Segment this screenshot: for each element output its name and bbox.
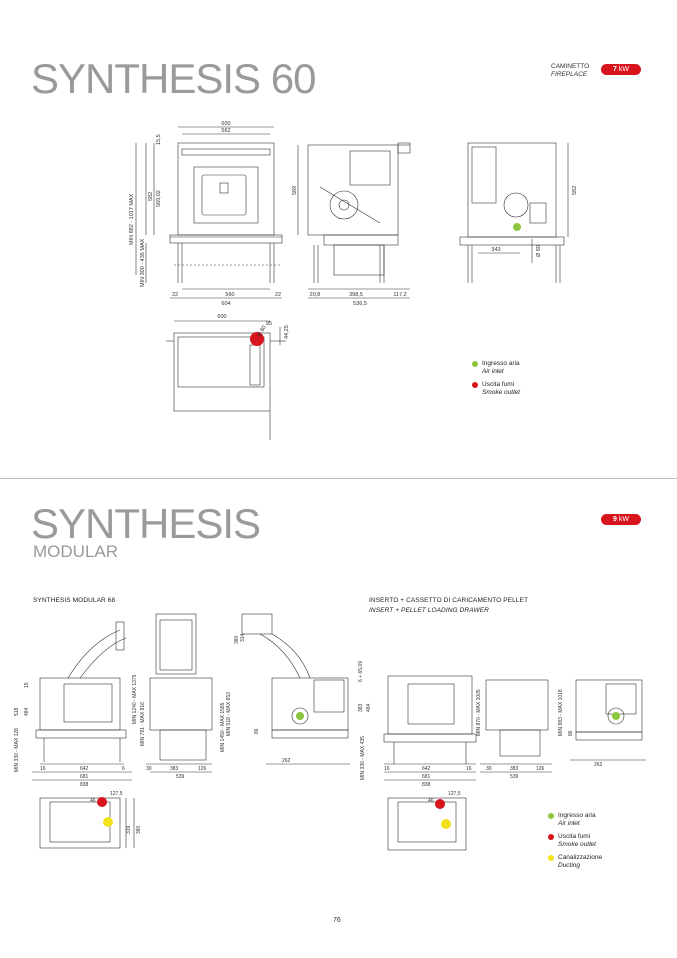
svg-text:16: 16 [466,766,472,772]
svg-text:15: 15 [24,682,30,688]
svg-text:383: 383 [170,766,179,772]
insert-air-inlet-marker [612,712,620,720]
svg-text:539: 539 [510,774,519,780]
side-view-drawing [298,143,410,298]
svg-text:539: 539 [176,774,185,780]
svg-text:MIN 870 - MAX 1005: MIN 870 - MAX 1005 [476,689,482,736]
svg-text:380: 380 [136,825,142,834]
dim-front-560: 560 [225,292,235,298]
svg-text:MIN 781 - MAX 916: MIN 781 - MAX 916 [140,702,146,746]
svg-text:86: 86 [568,730,574,736]
svg-text:30: 30 [486,766,492,772]
svg-text:380: 380 [234,635,240,644]
page-number: 76 [333,917,341,924]
legend-item-smoke-outlet-b: Uscita fumi Smoke outlet [548,833,602,848]
svg-text:6: 6 [122,766,125,772]
dim-front-leg: MIN 300 - 435 MAX [140,238,146,287]
svg-text:MIN 883 - MAX 1018: MIN 883 - MAX 1018 [558,689,564,736]
dim-back-343: 343 [491,247,501,253]
ducting-dot [548,855,554,861]
air-inlet-marker [513,223,521,231]
dim-side-117: 117,2 [393,292,407,298]
svg-text:MIN 518 - MAX 653: MIN 518 - MAX 653 [226,692,232,736]
dim-front-565: 565,02 [156,190,162,207]
svg-text:314: 314 [240,633,246,642]
legend-item-air-inlet: Ingresso aria Air inlet [472,360,520,375]
insert-side-view-2 [570,680,646,760]
svg-text:16: 16 [384,766,390,772]
back-view-drawing [460,143,568,283]
svg-text:6 + 65,09: 6 + 65,09 [358,661,364,682]
svg-text:681: 681 [80,774,89,780]
modular-side-view-1 [146,614,212,772]
dim-front-22a: 22 [171,292,179,298]
power-value: 7 [613,66,617,73]
svg-text:383: 383 [510,766,519,772]
svg-text:319: 319 [126,825,132,834]
smoke-outlet-dot-b [548,834,554,840]
category-it: CAMINETTO [551,63,590,70]
svg-text:838: 838 [80,782,89,788]
svg-text:838: 838 [422,782,431,788]
svg-text:681: 681 [422,774,431,780]
power-value-modular: 9 [613,516,617,523]
svg-text:46: 46 [90,798,96,804]
dim-top-44: 44,25 [284,325,290,339]
dim-front-600: 600 [221,121,231,127]
legend-top [472,360,520,402]
section-label-left: SYNTHESIS MODULAR 68 [33,597,116,604]
insert-smoke-outlet-marker [435,799,445,809]
svg-text:484: 484 [366,703,372,712]
svg-text:86: 86 [254,728,260,734]
insert-side-view-1 [480,680,552,772]
power-badge [601,64,641,75]
modular-top-view [40,798,134,848]
svg-text:30: 30 [146,766,152,772]
svg-text:46: 46 [428,798,434,804]
insert-front-view [384,676,476,780]
svg-text:16: 16 [40,766,46,772]
legend-bottom [548,812,602,875]
svg-text:126: 126 [198,766,207,772]
svg-text:127,5: 127,5 [110,791,123,797]
modular-smoke-outlet-marker [97,797,107,807]
modular-air-inlet-marker [296,712,304,720]
modular-front-view [32,622,132,780]
legend-item-ducting: Canalizzazione Ducting [548,854,602,869]
svg-text:MIN 1240 - MAX 1375: MIN 1240 - MAX 1375 [132,674,138,724]
svg-text:127,5: 127,5 [448,791,461,797]
svg-text:642: 642 [422,766,431,772]
svg-text:MIN 330 - MAX 435: MIN 330 - MAX 435 [360,736,366,780]
svg-text:MIN 1450 - MAX 1585: MIN 1450 - MAX 1585 [220,702,226,752]
section-label-right-it: INSERTO + CASSETTO DI CARICAMENTO PELLET [369,597,529,604]
dim-side-20: 20,8 [309,292,321,298]
svg-text:642: 642 [80,766,89,772]
dim-back-d80: Ø 80 [536,245,542,257]
svg-text:262: 262 [594,762,603,768]
dim-front-562: 562 [221,128,231,134]
power-badge-modular [601,514,641,525]
section-divider [0,478,677,479]
air-inlet-dot-b [548,813,554,819]
dim-top-95: 95 [266,321,273,327]
insert-top-view [388,798,466,850]
power-unit: kW [618,66,629,73]
section-title: SYNTHESIS [31,500,261,547]
insert-ducting-marker [441,819,451,829]
dim-back-582: 582 [572,185,578,195]
modular-side-view-2 [242,614,350,764]
dim-top-600: 600 [217,314,227,320]
dim-top-d80: Ø 80 [256,324,268,338]
page-title: SYNTHESIS 60 [31,55,316,102]
svg-text:484: 484 [24,707,30,716]
dim-front-604: 604 [221,301,231,307]
dim-side-536: 536,5 [353,301,367,307]
dim-front-minmax: MIN 882 - 1017 MAX [129,193,135,245]
dim-side-569: 569 [292,185,298,195]
front-view-drawing [136,127,282,298]
svg-text:126: 126 [536,766,545,772]
dim-front-15: 15,5 [156,134,162,145]
smoke-outlet-dot [472,382,478,388]
svg-text:MIN 330 - MAX 128: MIN 330 - MAX 128 [14,728,20,772]
legend-item-air-inlet-b: Ingresso aria Air inlet [548,812,602,827]
section-subtitle: MODULAR [33,542,119,561]
modular-ducting-marker [103,817,113,827]
category-en: FIREPLACE [551,71,588,78]
dim-front-582: 582 [148,191,154,201]
air-inlet-dot [472,361,478,367]
top-view-drawing [166,321,286,440]
dim-side-398: 398,5 [349,292,363,298]
svg-text:383: 383 [358,703,364,712]
power-unit-modular: kW [618,516,629,523]
section-label-right-en: INSERT + PELLET LOADING DRAWER [369,607,489,614]
legend-item-smoke-outlet: Uscita fumi Smoke outlet [472,381,520,396]
dim-front-22b: 22 [274,292,282,298]
svg-text:262: 262 [282,758,291,764]
category-label [551,63,589,79]
svg-text:518: 518 [14,707,20,716]
